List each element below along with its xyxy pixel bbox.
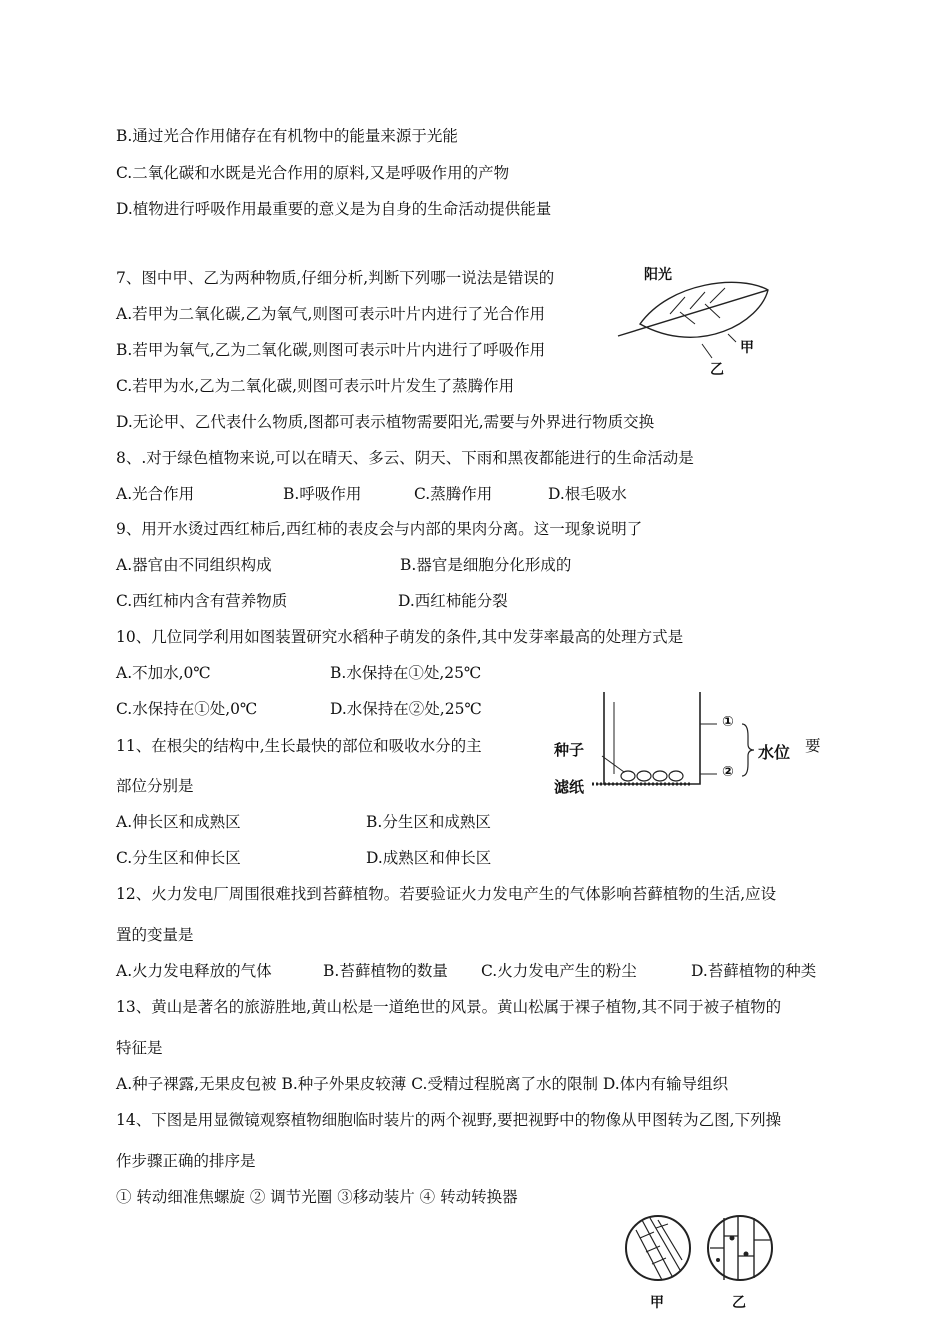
q10-option-a: A.不加水,0℃ [116, 664, 211, 682]
q14-steps: ① 转动细准焦螺旋 ② 调节光圈 ③移动装片 ④ 转动转换器 [116, 1188, 518, 1206]
beaker-figure [552, 684, 827, 799]
q9-option-d: D.西红柿能分裂 [398, 592, 508, 610]
q11-option-b: B.分生区和成熟区 [366, 813, 491, 831]
q13-stem-line1: 13、黄山是著名的旅游胜地,黄山松是一道绝世的风景。黄山松属于裸子植物,其不同于被子植物的 [116, 998, 782, 1016]
q8-option-b: B.呼吸作用 [283, 485, 362, 503]
q12-option-c: C.火力发电产生的粉尘 [481, 962, 637, 980]
q14-stem-line1: 14、下图是用显微镜观察植物细胞临时装片的两个视野,要把视野中的物像从甲图转为乙图,下列操 [116, 1111, 782, 1129]
q12-option-b: B.苔藓植物的数量 [323, 962, 448, 980]
q9-option-c: C.西红柿内含有营养物质 [116, 592, 288, 610]
q10-option-b: B.水保持在①处,25℃ [330, 664, 482, 682]
q6-option-b: B.通过光合作用储存在有机物中的能量来源于光能 [116, 127, 458, 145]
q11-stem-line2: 部位分别是 [116, 777, 194, 795]
q12-stem-line1: 12、火力发电厂周围很难找到苔藓植物。若要验证火力发电产生的气体影响苔藓植物的生活,应设 [116, 885, 777, 903]
q13-options: A.种子裸露,无果皮包被 B.种子外果皮较薄 C.受精过程脱离了水的限制 D.体内有输导组织 [116, 1075, 729, 1093]
q9-option-b: B.器官是细胞分化形成的 [400, 556, 572, 574]
q6-option-c: C.二氧化碳和水既是光合作用的原料,又是呼吸作用的产物 [116, 164, 510, 182]
q8-option-a: A.光合作用 [116, 485, 195, 503]
leaf-yi-label: 乙 [710, 362, 724, 378]
leaf-jia-label: 甲 [740, 340, 754, 356]
beaker-mark-1: ① [722, 714, 734, 730]
q8-option-d: D.根毛吸水 [548, 485, 627, 503]
q11-option-a: A.伸长区和成熟区 [116, 813, 241, 831]
q13-stem-line2: 特征是 [116, 1039, 163, 1057]
q6-option-d: D.植物进行呼吸作用最重要的意义是为自身的生命活动提供能量 [116, 200, 552, 218]
q11-option-c: C.分生区和伸长区 [116, 849, 241, 867]
q8-stem: 8、.对于绿色植物来说,可以在晴天、多云、阴天、下雨和黑夜都能进行的生命活动是 [116, 449, 694, 467]
q14-stem-line2: 作步骤正确的排序是 [116, 1152, 256, 1170]
q12-stem-line2: 置的变量是 [116, 926, 194, 944]
q7-option-a: A.若甲为二氧化碳,乙为氧气,则图可表示叶片内进行了光合作用 [116, 305, 545, 323]
beaker-water-label: 水位 [758, 743, 791, 762]
microscope-fields [620, 1208, 780, 1288]
leaf-illustration [610, 262, 790, 382]
q12-option-a: A.火力发电释放的气体 [116, 962, 272, 980]
q7-option-d: D.无论甲、乙代表什么物质,图都可表示植物需要阳光,需要与外界进行物质交换 [116, 413, 655, 431]
q8-option-c: C.蒸腾作用 [414, 485, 493, 503]
q7-stem: 7、图中甲、乙为两种物质,仔细分析,判断下列哪一说法是错误的 [116, 269, 555, 287]
microscope-figure [620, 1208, 780, 1311]
q11-stem-tail: 要 [805, 737, 821, 755]
microscope-yi-label: 乙 [732, 1295, 746, 1311]
leaf-figure [610, 262, 790, 382]
beaker-paper-label: 滤纸 [554, 778, 585, 796]
beaker-seed-label: 种子 [554, 741, 585, 759]
q11-option-d: D.成熟区和伸长区 [366, 849, 492, 867]
q7-option-b: B.若甲为氧气,乙为二氧化碳,则图可表示叶片内进行了呼吸作用 [116, 341, 546, 359]
q7-option-c: C.若甲为水,乙为二氧化碳,则图可表示叶片发生了蒸腾作用 [116, 377, 515, 395]
q10-stem: 10、几位同学利用如图装置研究水稻种子萌发的条件,其中发芽率最高的处理方式是 [116, 628, 684, 646]
beaker-mark-2: ② [722, 764, 734, 780]
q11-stem-line1: 11、在根尖的结构中,生长最快的部位和吸收水分的主 [116, 737, 482, 755]
leaf-sun-label: 阳光 [644, 267, 672, 283]
microscope-jia-label: 甲 [650, 1295, 664, 1311]
q10-option-c: C.水保持在①处,0℃ [116, 700, 258, 718]
q9-stem: 9、用开水烫过西红柿后,西红柿的表皮会与内部的果肉分离。这一现象说明了 [116, 520, 643, 538]
q12-option-d: D.苔藓植物的种类 [691, 962, 817, 980]
q9-option-a: A.器官由不同组织构成 [116, 556, 272, 574]
q10-option-d: D.水保持在②处,25℃ [330, 700, 482, 718]
